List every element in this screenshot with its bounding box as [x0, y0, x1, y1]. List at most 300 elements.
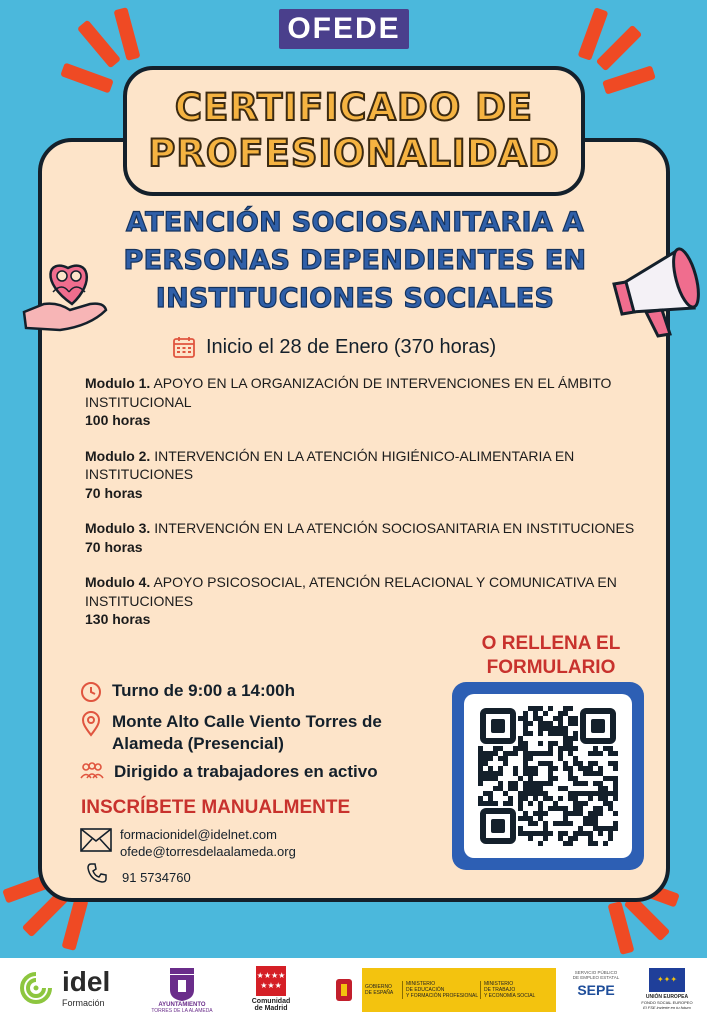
qr-module — [523, 756, 528, 761]
gobierno-label-1: GOBIERNO — [365, 984, 392, 990]
calendar-icon — [172, 335, 196, 359]
eu-flag-icon: ✦✦✦ — [649, 968, 685, 992]
qr-module — [613, 776, 618, 781]
qr-module — [573, 716, 578, 721]
qr-module — [578, 761, 583, 766]
qr-module — [548, 746, 553, 751]
module-item — [85, 374, 645, 430]
qr-module — [593, 806, 598, 811]
qr-module — [533, 766, 538, 771]
qr-module — [478, 771, 483, 776]
qr-module — [593, 771, 598, 776]
qr-module — [593, 811, 598, 816]
module-description: APOYO PSICOSOCIAL, ATENCIÓN RELACIONAL Y COMUNICATIVA EN INSTITUCIONES — [85, 574, 617, 609]
title-box — [123, 66, 585, 196]
qr-module — [563, 746, 568, 751]
qr-module — [578, 766, 583, 771]
qr-module — [523, 721, 528, 726]
burst-ray — [60, 63, 114, 94]
qr-module — [543, 836, 548, 841]
qr-module — [608, 826, 613, 831]
qr-module — [533, 821, 538, 826]
qr-module — [483, 751, 488, 756]
qr-module — [483, 791, 488, 796]
qr-module — [573, 721, 578, 726]
qr-module — [583, 781, 588, 786]
qr-module — [523, 831, 528, 836]
qr-module — [533, 711, 538, 716]
location-row — [80, 711, 382, 755]
qr-module — [578, 811, 583, 816]
qr-module — [533, 831, 538, 836]
qr-module — [588, 831, 593, 836]
qr-module — [488, 776, 493, 781]
qr-module — [603, 841, 608, 846]
qr-module — [523, 746, 528, 751]
qr-module — [608, 776, 613, 781]
qr-module — [488, 771, 493, 776]
qr-module — [548, 781, 553, 786]
qr-module — [543, 821, 548, 826]
qr-module — [523, 791, 528, 796]
qr-module — [543, 796, 548, 801]
qr-module — [528, 801, 533, 806]
qr-module — [523, 751, 528, 756]
module-list — [85, 374, 645, 646]
qr-module — [558, 836, 563, 841]
qr-module — [593, 746, 598, 751]
qr-module — [548, 741, 553, 746]
qr-module — [523, 726, 528, 731]
qr-module — [578, 781, 583, 786]
qr-module — [563, 806, 568, 811]
qr-module — [518, 806, 523, 811]
qr-module — [588, 751, 593, 756]
qr-module — [533, 781, 538, 786]
qr-module — [478, 801, 483, 806]
qr-module — [533, 796, 538, 801]
burst-ray — [114, 7, 141, 61]
audience-row — [80, 762, 378, 782]
idel-subtitle: Formación — [62, 998, 105, 1008]
qr-module — [558, 821, 563, 826]
qr-module — [568, 721, 573, 726]
qr-module — [523, 811, 528, 816]
module-hours: 100 horas — [85, 412, 151, 428]
qr-module — [488, 766, 493, 771]
qr-module — [573, 736, 578, 741]
qr-module — [478, 756, 483, 761]
qr-module — [538, 731, 543, 736]
qr-module — [518, 801, 523, 806]
qr-module — [568, 771, 573, 776]
qr-module — [558, 731, 563, 736]
sepe-label-2: DE EMPLEO ESTATAL — [572, 975, 620, 980]
qr-module — [568, 716, 573, 721]
qr-module — [548, 731, 553, 736]
qr-module — [573, 796, 578, 801]
qr-module — [523, 816, 528, 821]
qr-module — [568, 796, 573, 801]
burst-ray — [62, 897, 89, 951]
qr-module — [553, 726, 558, 731]
qr-module — [523, 766, 528, 771]
qr-module — [578, 801, 583, 806]
qr-module — [548, 806, 553, 811]
qr-module — [523, 761, 528, 766]
qr-module — [548, 751, 553, 756]
qr-module — [593, 781, 598, 786]
qr-module — [493, 746, 498, 751]
qr-module — [578, 806, 583, 811]
course-title-line-2: PERSONAS DEPENDIENTES EN — [123, 245, 587, 276]
qr-module — [598, 751, 603, 756]
qr-module — [513, 781, 518, 786]
qr-module — [568, 841, 573, 846]
qr-module — [613, 796, 618, 801]
qr-module — [538, 751, 543, 756]
madrid-label-1: Comunidad — [251, 998, 291, 1005]
qr-module — [478, 781, 483, 786]
qr-module — [513, 746, 518, 751]
qr-module — [533, 706, 538, 711]
qr-module — [483, 756, 488, 761]
qr-module — [568, 746, 573, 751]
qr-module — [488, 796, 493, 801]
qr-module — [593, 816, 598, 821]
qr-module — [528, 781, 533, 786]
qr-module — [523, 786, 528, 791]
qr-module — [548, 726, 553, 731]
idel-logo — [16, 968, 110, 1008]
qr-module — [518, 816, 523, 821]
qr-module — [533, 751, 538, 756]
qr-module — [523, 716, 528, 721]
qr-module — [483, 771, 488, 776]
phone-number[interactable]: 91 5734760 — [122, 870, 191, 885]
qr-module — [608, 746, 613, 751]
course-title-line-1: ATENCIÓN SOCIOSANITARIA A — [125, 207, 584, 238]
qr-module — [538, 781, 543, 786]
qr-module — [603, 796, 608, 801]
ministerio-trabajo-2: DE TRABAJO — [484, 987, 516, 993]
qr-module — [573, 776, 578, 781]
qr-module — [553, 801, 558, 806]
qr-module — [538, 741, 543, 746]
module-name: Modulo 1. — [85, 375, 151, 391]
qr-module — [538, 841, 543, 846]
qr-module — [548, 766, 553, 771]
location-line-1: Monte Alto Calle Viento Torres de — [112, 712, 382, 731]
qr-module — [508, 751, 513, 756]
qr-module — [478, 751, 483, 756]
qr-module — [543, 831, 548, 836]
qr-module — [548, 721, 553, 726]
qr-module — [508, 781, 513, 786]
qr-module — [603, 776, 608, 781]
sponsor-footer — [0, 958, 707, 1024]
qr-module — [613, 826, 618, 831]
qr-module — [568, 821, 573, 826]
qr-module — [588, 816, 593, 821]
people-icon — [80, 762, 104, 782]
qr-module — [503, 756, 508, 761]
ayuntamiento-town: TORRES DE LA ALAMEDA — [151, 1008, 213, 1014]
ministerio-trabajo-3: Y ECONOMÍA SOCIAL — [484, 993, 536, 999]
qr-module — [563, 821, 568, 826]
qr-module — [563, 831, 568, 836]
mail-icon — [80, 828, 112, 852]
qr-module — [513, 766, 518, 771]
qr-module — [593, 791, 598, 796]
gobierno-label-2: DE ESPAÑA — [365, 990, 394, 996]
qr-module — [598, 791, 603, 796]
qr-module — [518, 791, 523, 796]
qr-module — [488, 756, 493, 761]
course-title-line-3: INSTITUCIONES SOCIALES — [155, 283, 555, 314]
qr-module — [543, 761, 548, 766]
module-item — [85, 519, 645, 556]
qr-module — [573, 781, 578, 786]
qr-module — [528, 816, 533, 821]
qr-module — [548, 771, 553, 776]
start-date-text: Inicio el 28 de Enero (370 horas) — [206, 335, 497, 358]
module-hours: 130 horas — [85, 611, 151, 627]
qr-module — [598, 786, 603, 791]
qr-module — [568, 811, 573, 816]
qr-module — [568, 776, 573, 781]
email-link-ofede[interactable]: ofede@torresdelaalameda.org — [120, 844, 296, 859]
qr-module — [563, 841, 568, 846]
qr-module — [538, 716, 543, 721]
qr-module — [538, 706, 543, 711]
ministerio-educacion-2: DE EDUCACIÓN — [406, 987, 445, 993]
qr-module — [558, 751, 563, 756]
qr-module — [588, 836, 593, 841]
comunidad-madrid-logo — [246, 966, 296, 1012]
qr-module — [518, 736, 523, 741]
qr-module — [563, 731, 568, 736]
qr-module — [598, 771, 603, 776]
qr-module — [533, 811, 538, 816]
qr-module — [568, 736, 573, 741]
qr-module — [568, 791, 573, 796]
qr-module — [613, 781, 618, 786]
gobierno-espana-logo — [326, 968, 556, 1012]
qr-module — [528, 706, 533, 711]
qr-module — [558, 716, 563, 721]
qr-module — [493, 801, 498, 806]
qr-module — [478, 776, 483, 781]
qr-module — [498, 746, 503, 751]
qr-module — [608, 761, 613, 766]
module-description: INTERVENCIÓN EN LA ATENCIÓN SOCIOSANITARIA EN INSTITUCIONES — [150, 520, 635, 536]
qr-module — [598, 781, 603, 786]
ayuntamiento-label: AYUNTAMIENTO — [158, 1002, 206, 1008]
qr-module — [573, 756, 578, 761]
qr-module — [588, 791, 593, 796]
module-item — [85, 573, 645, 629]
clock-icon — [80, 681, 102, 703]
qr-module — [558, 721, 563, 726]
burst-ray — [602, 65, 656, 94]
madrid-label-2: de Madrid — [254, 1005, 288, 1012]
qr-module — [578, 826, 583, 831]
coat-of-arms-icon — [167, 966, 197, 1002]
module-description: INTERVENCIÓN EN LA ATENCIÓN HIGIÉNICO-ALIMENTARIA EN INSTITUCIONES — [85, 447, 575, 482]
qr-module — [563, 736, 568, 741]
qr-module — [573, 811, 578, 816]
schedule-text: Turno de 9:00 a 14:00h — [112, 681, 295, 700]
form-cta-line-2: FORMULARIO — [486, 657, 616, 678]
qr-module — [528, 756, 533, 761]
audience-text: Dirigido a trabajadores en activo — [114, 762, 378, 781]
qr-module — [608, 791, 613, 796]
qr-module — [583, 816, 588, 821]
qr-module — [548, 706, 553, 711]
qr-module — [593, 826, 598, 831]
qr-module — [498, 781, 503, 786]
ayuntamiento-logo — [150, 966, 214, 1014]
qr-module — [583, 821, 588, 826]
qr-module — [593, 751, 598, 756]
qr-module — [608, 836, 613, 841]
qr-module — [533, 716, 538, 721]
qr-module — [568, 766, 573, 771]
qr-module — [543, 751, 548, 756]
qr-module — [513, 751, 518, 756]
burst-ray — [77, 20, 121, 69]
qr-module — [613, 751, 618, 756]
qr-module — [498, 766, 503, 771]
qr-module — [528, 786, 533, 791]
qr-module — [568, 836, 573, 841]
qr-module — [583, 831, 588, 836]
qr-module — [548, 776, 553, 781]
qr-module — [513, 786, 518, 791]
qr-module — [488, 791, 493, 796]
qr-module — [543, 811, 548, 816]
qr-module — [518, 746, 523, 751]
eu-label-1: UNIÓN EUROPEA — [645, 994, 689, 1000]
qr-module — [613, 761, 618, 766]
qr-module — [498, 756, 503, 761]
qr-module — [508, 801, 513, 806]
qr-code[interactable] — [464, 694, 632, 858]
form-cta-line-1: O RELLENA EL — [481, 633, 621, 654]
qr-module — [558, 806, 563, 811]
qr-module — [523, 781, 528, 786]
qr-module — [493, 751, 498, 756]
qr-module — [483, 776, 488, 781]
qr-module — [563, 786, 568, 791]
spain-shield-icon — [326, 968, 362, 1012]
qr-module — [588, 821, 593, 826]
madrid-flag-icon: ★★★★ ★★★ — [256, 966, 286, 996]
qr-module — [598, 811, 603, 816]
qr-module — [593, 761, 598, 766]
qr-module — [523, 796, 528, 801]
qr-module — [608, 751, 613, 756]
qr-module — [588, 811, 593, 816]
ministerio-trabajo-1: MINISTERIO — [484, 981, 514, 987]
qr-module — [558, 756, 563, 761]
qr-module — [478, 766, 483, 771]
qr-module — [533, 791, 538, 796]
qr-module — [508, 796, 513, 801]
qr-module — [478, 761, 483, 766]
qr-module — [548, 761, 553, 766]
module-description: APOYO EN LA ORGANIZACIÓN DE INTERVENCIONES EN EL ÁMBITO INSTITUCIONAL — [85, 375, 612, 410]
qr-module — [483, 801, 488, 806]
module-hours: 70 horas — [85, 484, 143, 501]
qr-module — [508, 786, 513, 791]
qr-module — [598, 766, 603, 771]
qr-module — [553, 741, 558, 746]
title-line-1: CERTIFICADO DE — [174, 86, 534, 129]
qr-module — [563, 711, 568, 716]
qr-module — [513, 771, 518, 776]
qr-module — [498, 786, 503, 791]
qr-module — [538, 761, 543, 766]
qr-module — [538, 721, 543, 726]
qr-module — [578, 831, 583, 836]
email-link-idel[interactable]: formacionidel@idelnet.com — [120, 827, 277, 842]
qr-module — [493, 776, 498, 781]
qr-module — [613, 791, 618, 796]
idel-name: idel — [62, 966, 111, 997]
qr-module — [518, 826, 523, 831]
qr-module — [593, 821, 598, 826]
qr-module — [558, 831, 563, 836]
ministerio-educacion-1: MINISTERIO — [406, 981, 436, 987]
qr-module — [478, 796, 483, 801]
qr-module — [563, 741, 568, 746]
qr-module — [603, 826, 608, 831]
qr-module — [538, 801, 543, 806]
qr-module — [613, 811, 618, 816]
qr-module — [503, 791, 508, 796]
qr-module — [588, 761, 593, 766]
qr-module — [603, 801, 608, 806]
qr-module — [538, 726, 543, 731]
qr-module — [518, 796, 523, 801]
eu-label-3: El FSE invierte en tu futuro — [643, 1005, 691, 1010]
qr-module — [528, 721, 533, 726]
module-item — [85, 447, 645, 503]
qr-module — [568, 751, 573, 756]
qr-module — [558, 726, 563, 731]
phone-icon — [86, 862, 108, 884]
qr-module — [493, 786, 498, 791]
qr-module — [573, 731, 578, 736]
qr-module — [578, 791, 583, 796]
qr-module — [528, 766, 533, 771]
qr-module — [598, 796, 603, 801]
qr-module — [543, 826, 548, 831]
qr-module — [553, 806, 558, 811]
qr-module — [553, 731, 558, 736]
qr-module — [538, 786, 543, 791]
qr-module — [538, 806, 543, 811]
qr-module — [538, 816, 543, 821]
qr-module — [563, 816, 568, 821]
eu-logo — [634, 968, 700, 1010]
qr-module — [603, 746, 608, 751]
qr-module — [563, 766, 568, 771]
qr-module — [498, 771, 503, 776]
qr-module — [553, 776, 558, 781]
